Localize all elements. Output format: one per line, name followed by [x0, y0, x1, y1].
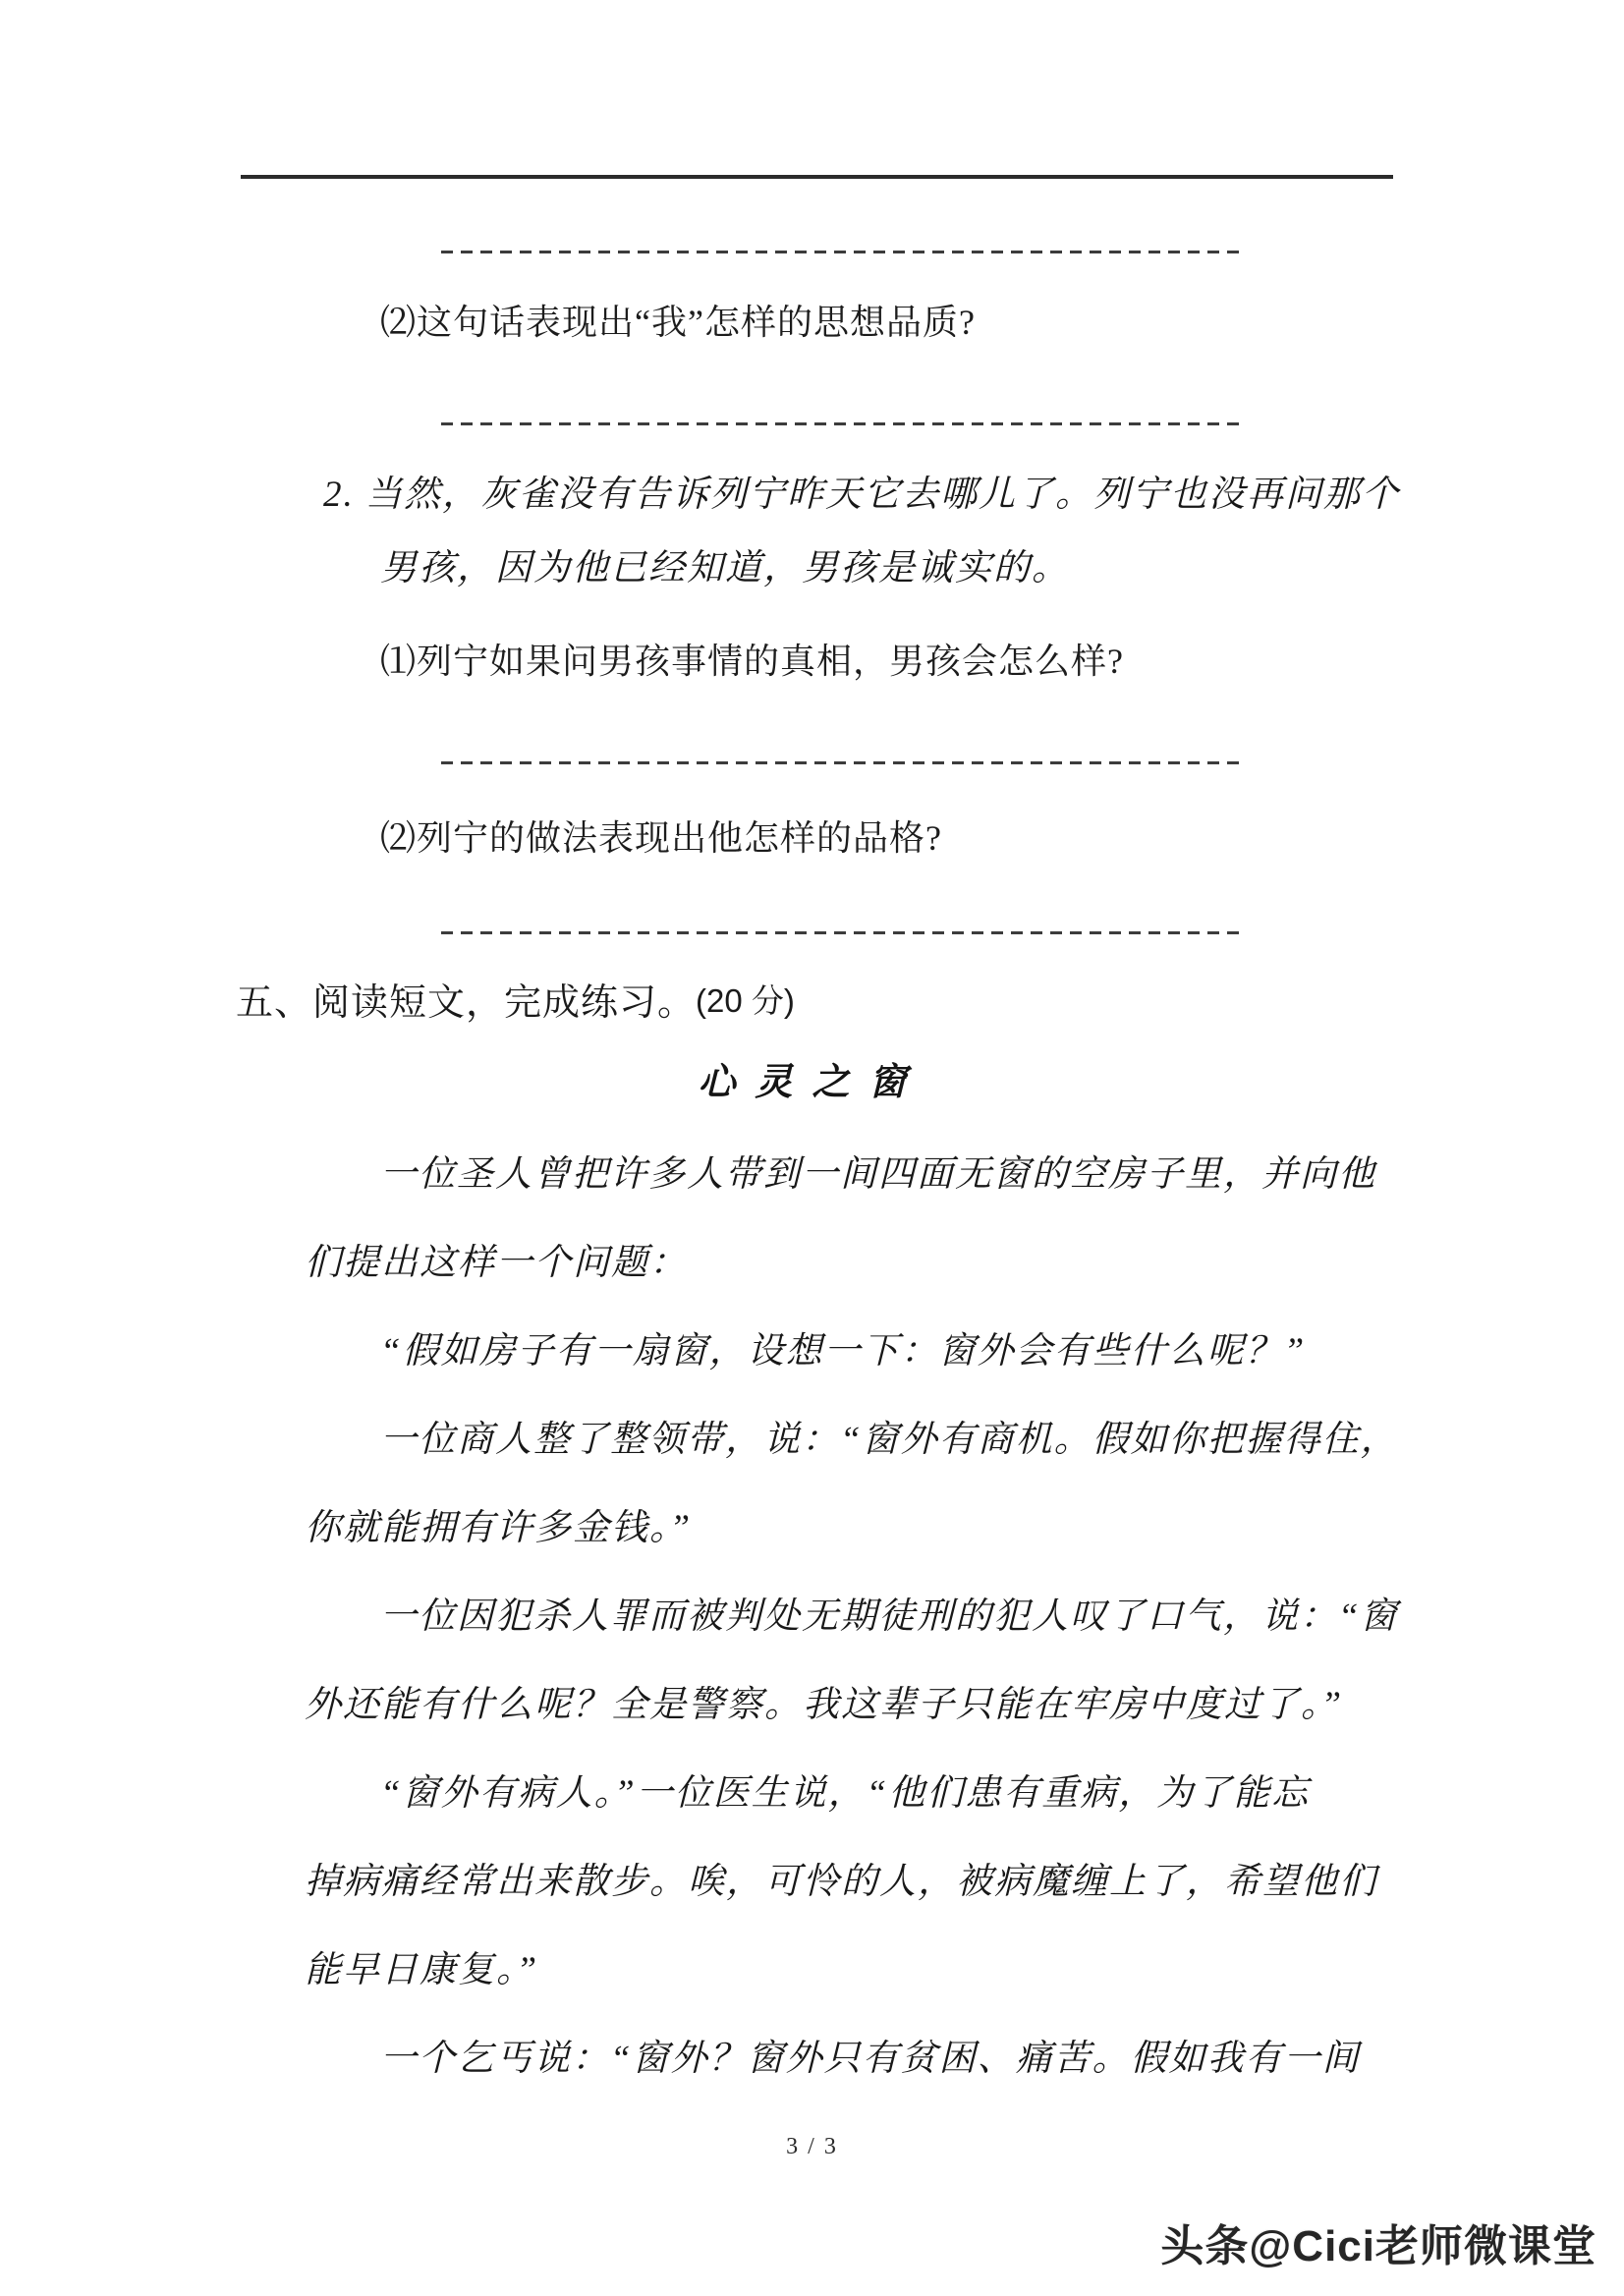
passage-line: 掉病痛经常出来散步。唉，可怜的人，被病魔缠上了，希望他们 — [305, 1862, 1377, 1902]
answer-blank-1 — [441, 251, 1246, 253]
item2-text-line2: 男孩，因为他已经知道，男孩是诚实的。 — [380, 548, 1070, 588]
answer-blank-2 — [441, 422, 1246, 425]
passage-line: 们提出这样一个问题： — [305, 1243, 688, 1283]
answer-blank-4 — [441, 931, 1246, 934]
passage-line: 一位圣人曾把许多人带到一间四面无窗的空房子里，并向他 — [380, 1154, 1376, 1195]
question-2-sub2: ⑵列宁的做法表现出他怎样的品格? — [380, 818, 942, 858]
passage-line: 你就能拥有许多金钱。” — [305, 1508, 693, 1548]
passage-line: 能早日康复。” — [305, 1950, 539, 1990]
page-number: 3 / 3 — [786, 2134, 838, 2159]
section5-score: (20 分) — [696, 982, 795, 1019]
passage-line: “窗外有病人。”一位医生说，“他们患有重病，为了能忘 — [380, 1773, 1311, 1814]
header-rule — [241, 175, 1393, 179]
question-2-sub1: ⑴列宁如果问男孩事情的真相，男孩会怎么样? — [380, 642, 1124, 681]
passage-line: “假如房子有一扇窗，设想一下：窗外会有些什么呢？” — [380, 1331, 1307, 1372]
watermark: 头条@Cici老师微课堂 — [1160, 2222, 1596, 2270]
answer-blank-3 — [441, 761, 1246, 764]
item2-text-line1: 2. 当然，灰雀没有告诉列宁昨天它去哪儿了。列宁也没再问那个 — [323, 475, 1400, 515]
question-1-sub2: ⑵这句话表现出“我”怎样的思想品质? — [380, 303, 976, 342]
passage-line: 一个乞丐说：“窗外？窗外只有贫困、痛苦。假如我有一间 — [380, 2039, 1361, 2079]
passage-line: 一位因犯杀人罪而被判处无期徒刑的犯人叹了口气，说：“窗 — [380, 1596, 1399, 1637]
section5-heading-text: 五、阅读短文，完成练习。 — [236, 982, 697, 1024]
section5-heading — [236, 982, 795, 1026]
passage-line: 一位商人整了整领带，说：“窗外有商机。假如你把握得住， — [380, 1420, 1399, 1460]
passage-title: 心灵之窗 — [698, 1062, 926, 1103]
passage-line: 外还能有什么呢？全是警察。我这辈子只能在牢房中度过了。” — [305, 1685, 1344, 1725]
